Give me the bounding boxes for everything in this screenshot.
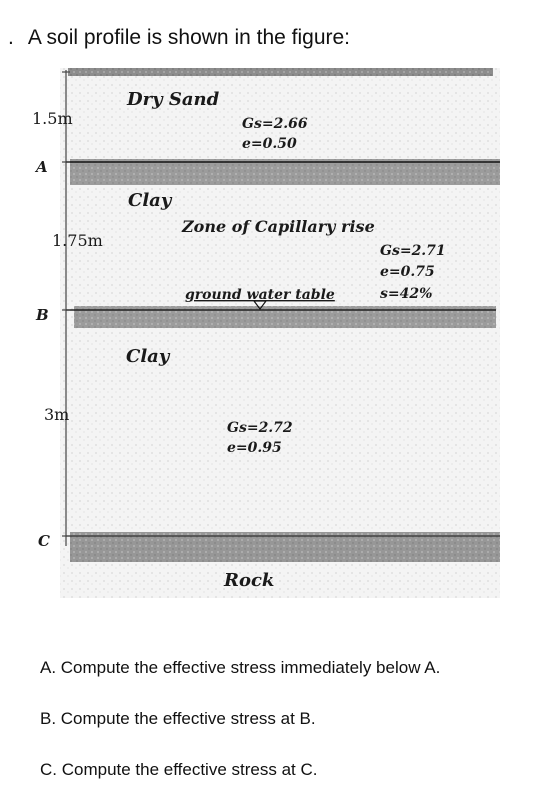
layer-1-e: e=0.50 [242, 136, 297, 152]
layer-2-name: Clay [128, 190, 172, 211]
gwt-label: ground water table [185, 287, 335, 303]
question-c: C. Compute the effective stress at C. [40, 760, 318, 779]
layer-3-e: e=0.95 [227, 440, 282, 456]
thickness-label-layer-1: 1.5m [32, 109, 73, 128]
point-label-a: A [36, 158, 48, 176]
point-label-c: C [38, 532, 50, 550]
problem-title: A soil profile is shown in the figure: [27, 26, 351, 49]
layer-1-name: Dry Sand [127, 89, 220, 110]
layer-3-gs: Gs=2.72 [227, 420, 293, 436]
boundary-band-a [70, 159, 500, 185]
layer-1-gs: Gs=2.66 [242, 116, 308, 132]
layer-2-gs: Gs=2.71 [380, 243, 446, 259]
thickness-label-layer-2: 1.75m [52, 231, 103, 250]
layer-2-e: e=0.75 [380, 264, 435, 280]
layer-2-s: s=42% [380, 286, 433, 302]
capillary-zone-label: Zone of Capillary rise [182, 217, 375, 236]
question-b: B. Compute the effective stress at B. [40, 709, 316, 728]
soil-profile-figure [30, 58, 510, 608]
bullet-mark: . [8, 26, 14, 49]
layer-3-name: Clay [126, 346, 170, 367]
ground-surface-band [68, 68, 493, 76]
rock-label: Rock [224, 570, 275, 591]
problem-header [8, 26, 350, 50]
point-label-b: B [36, 306, 49, 324]
question-a: A. Compute the effective stress immediately below A. [40, 658, 441, 677]
thickness-label-layer-3: 3m [44, 405, 70, 424]
